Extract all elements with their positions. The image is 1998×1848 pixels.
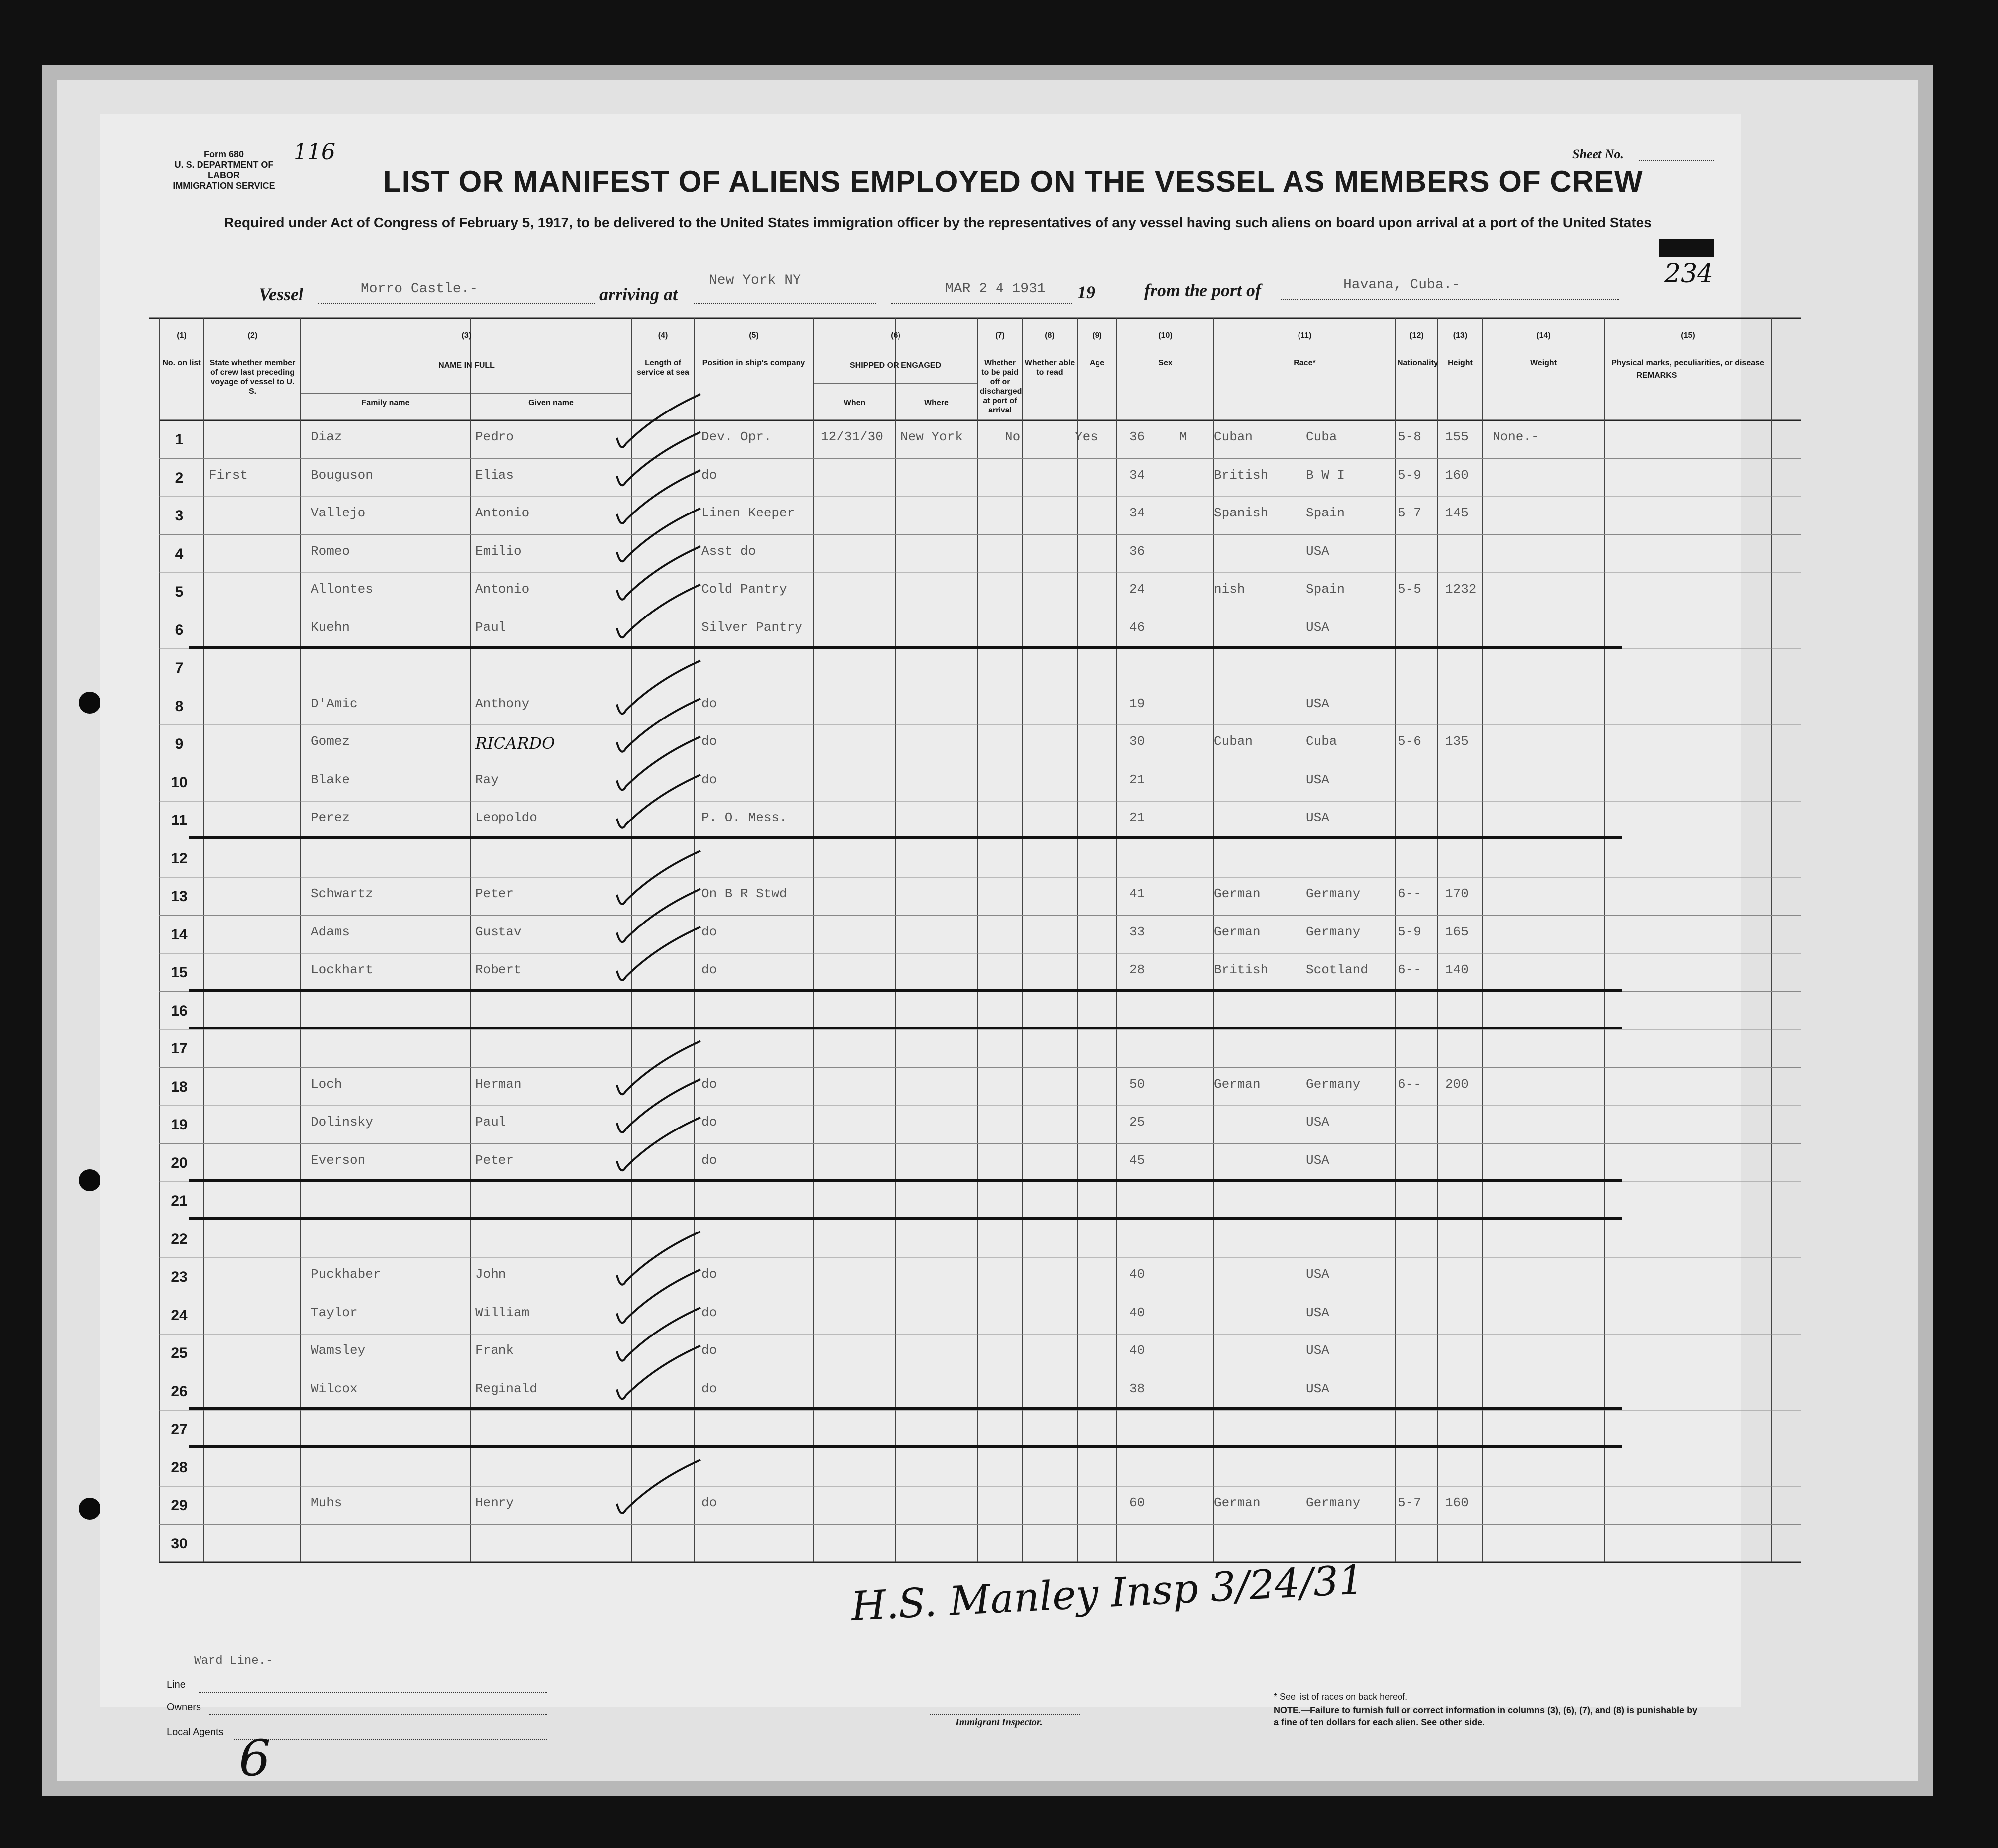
struck-row-line: [189, 1445, 1622, 1448]
punch-hole: [79, 1498, 100, 1520]
cell-given: Leopoldo: [475, 810, 537, 825]
cell-nat: USA: [1306, 619, 1329, 635]
cell-nat: Spain: [1306, 506, 1345, 520]
cell-age: 40: [1129, 1343, 1145, 1358]
cell-age: 41: [1129, 886, 1145, 901]
cell-age: 40: [1129, 1267, 1145, 1282]
cell-position: On B R Stwd: [701, 886, 787, 901]
cell-weight: 135: [1445, 734, 1469, 749]
cell-weight: 160: [1445, 467, 1469, 483]
cell-nat: USA: [1306, 1343, 1329, 1358]
row-number: 3: [175, 508, 184, 524]
column-header-label: Physical marks, peculiarities, or disease: [1611, 359, 1764, 367]
cell-nat: Cuba: [1306, 734, 1337, 749]
cell-race: Spanish: [1214, 506, 1269, 520]
cell-age: 34: [1129, 506, 1145, 520]
cell-given: Pedro: [475, 429, 514, 444]
cell-family: Muhs: [311, 1495, 342, 1510]
column-number: (1): [177, 331, 187, 340]
struck-row-line: [189, 1027, 1622, 1029]
inspector-signature: H.S. Manley Insp 3/24/31: [850, 1556, 1365, 1630]
row-number: 17: [171, 1040, 188, 1057]
cell-position: do: [701, 696, 717, 711]
cell-family: Schwartz: [311, 886, 373, 901]
cell-position: do: [701, 1343, 717, 1358]
cell-weight: 1232: [1445, 582, 1477, 597]
cell-nat: USA: [1306, 696, 1329, 711]
cell-given: Herman: [475, 1076, 522, 1092]
column-subheader: When: [843, 399, 866, 407]
cell-nat: Cuba: [1306, 429, 1337, 444]
column-number: (15): [1681, 331, 1695, 340]
line-typed: Ward Line.-: [194, 1654, 273, 1668]
row-number: 13: [171, 888, 188, 905]
cell-family: Everson: [311, 1152, 366, 1168]
cell-given: Paul: [475, 1115, 506, 1129]
cell-position: do: [701, 1115, 717, 1129]
cell-family: Puckhaber: [311, 1267, 381, 1282]
struck-row-line: [189, 1179, 1622, 1182]
cell-family: Vallejo: [311, 506, 366, 520]
cell-height: 5-9: [1398, 924, 1421, 939]
struck-row-line: [189, 1407, 1622, 1410]
cell-age: 21: [1129, 810, 1145, 825]
cell-given: Reginald: [475, 1381, 537, 1396]
cell-nat: Germany: [1306, 1495, 1361, 1510]
cell-family: Wilcox: [311, 1381, 358, 1396]
cell-given: Robert: [475, 962, 522, 977]
column-header-label: Nationality: [1398, 359, 1438, 367]
column-header-label: Sex: [1158, 359, 1173, 367]
row-number: 11: [171, 812, 187, 828]
form-identifier: Form 680 U. S. DEPARTMENT OF LABOR IMMIGRATION SERVICE: [173, 149, 275, 191]
handwritten-number: 116: [294, 139, 335, 165]
column-header-label: Height: [1448, 359, 1473, 367]
cell-race: German: [1214, 924, 1261, 939]
from-port-label: from the port of: [1144, 280, 1262, 300]
cell-position: Cold Pantry: [701, 582, 787, 597]
row-number: 9: [175, 736, 184, 752]
footnote-fine: NOTE.—Failure to furnish full or correct information in columns (3), (6), (7), and (8) is punishable by a fine of ten dollars for each alien. See other side.: [1274, 1705, 1698, 1727]
cell-weight: 140: [1445, 962, 1469, 977]
column-number: (4): [658, 331, 668, 340]
row-number: 5: [175, 584, 184, 600]
cell-nat: USA: [1306, 1115, 1329, 1129]
cell-height: 6--: [1398, 886, 1421, 901]
cell-weight: 165: [1445, 924, 1469, 939]
column-header-label: Whether able to read: [1024, 359, 1075, 377]
cell-position: do: [701, 1495, 717, 1510]
struck-row-line: [189, 1217, 1622, 1220]
vessel-value: Morro Castle.-: [361, 281, 478, 297]
cell-age: 30: [1129, 734, 1145, 749]
cell-height: 5-8: [1398, 429, 1421, 444]
row-number: 2: [175, 469, 184, 486]
cell-race: German: [1214, 886, 1261, 901]
cell-position: do: [701, 1381, 717, 1396]
cell-height: 5-9: [1398, 467, 1421, 483]
cell-given: Antonio: [475, 582, 530, 597]
cell-given: Antonio: [475, 506, 530, 520]
column-number: (8): [1045, 331, 1055, 340]
row-number: 30: [171, 1535, 188, 1552]
cell-when: 12/31/30: [821, 429, 883, 444]
arriving-value: New York NY: [709, 273, 801, 288]
cell-age: 46: [1129, 619, 1145, 635]
cell-race: British: [1214, 467, 1269, 483]
cell-where: New York: [900, 429, 963, 444]
cell-age: 33: [1129, 924, 1145, 939]
column-header-label: Whether to be paid off or discharged at port of arrival: [980, 359, 1022, 414]
cell-family: Bouguson: [311, 467, 373, 483]
cell-nat: B W I: [1306, 467, 1345, 483]
sheet-number: 234: [1664, 259, 1714, 289]
column-number: (7): [995, 331, 1005, 340]
cell-weight: 160: [1445, 1495, 1469, 1510]
column-number: (10): [1158, 331, 1173, 340]
cell-position: Silver Pantry: [701, 619, 802, 635]
cell-nat: USA: [1306, 772, 1329, 787]
cell-age: 38: [1129, 1381, 1145, 1396]
row-number: 20: [171, 1154, 188, 1171]
manifest-table-grid: [149, 308, 1801, 1652]
punch-hole: [79, 692, 100, 714]
row-number: 7: [175, 660, 184, 676]
cell-position: Dev. Opr.: [701, 429, 772, 444]
owners-label: Owners: [167, 1702, 201, 1713]
subtitle: Required under Act of Congress of February 5, 1917, to be delivered to the United States immigration officer by the representatives of any vessel having such aliens on board upon arrival at a port of the United States: [224, 215, 1652, 230]
cell-age: 45: [1129, 1152, 1145, 1168]
row-number: 10: [171, 774, 188, 791]
cell-nat: USA: [1306, 1381, 1329, 1396]
vessel-label: Vessel: [259, 284, 303, 304]
cell-given: Ray: [475, 772, 499, 787]
column-number: (3): [461, 331, 472, 340]
row-number: 24: [171, 1307, 188, 1324]
line-label: Line: [167, 1679, 186, 1690]
punch-hole: [79, 1169, 100, 1191]
row-number: 25: [171, 1345, 188, 1361]
cell-nat: Germany: [1306, 886, 1361, 901]
cell-height: 6--: [1398, 962, 1421, 977]
column-number: (6): [891, 331, 900, 340]
cell-position: do: [701, 734, 717, 749]
cell-family: Romeo: [311, 543, 350, 559]
cell-age: 28: [1129, 962, 1145, 977]
row-number: 12: [171, 850, 188, 867]
cell-given: John: [475, 1267, 506, 1282]
cell-age: 36: [1129, 429, 1145, 444]
row-number: 23: [171, 1269, 188, 1285]
local-agents-label: Local Agents: [167, 1727, 224, 1738]
column-number: (12): [1409, 331, 1424, 340]
cell-race: British: [1214, 962, 1269, 977]
cell-position: P. O. Mess.: [701, 810, 787, 825]
column-header-label: Age: [1089, 359, 1105, 367]
cell-age: 21: [1129, 772, 1145, 787]
cell-given: Gustav: [475, 924, 522, 939]
cell-height: 5-7: [1398, 1495, 1421, 1510]
cell-given: Emilio: [475, 543, 522, 559]
column-header-label: State whether member of crew last preceding voyage of vessel to U. S.: [209, 359, 296, 396]
struck-row-line: [189, 836, 1622, 839]
cell-weight: 145: [1445, 506, 1469, 520]
redaction-mark: [1659, 239, 1714, 257]
cell-age: 36: [1129, 543, 1145, 559]
cell-family: Adams: [311, 924, 350, 939]
cell-position: do: [701, 1305, 717, 1320]
cell-age: 24: [1129, 582, 1145, 597]
column-header-label: Weight: [1530, 359, 1557, 367]
sheet-label: Sheet No.: [1572, 147, 1624, 161]
column-subheader: Family name: [361, 399, 410, 407]
cell-nat: Scotland: [1306, 962, 1368, 977]
row-number: 4: [175, 545, 184, 562]
cell-race: German: [1214, 1076, 1261, 1092]
row-number: 26: [171, 1383, 188, 1400]
cell-nat: USA: [1306, 810, 1329, 825]
arriving-label: arriving at: [599, 284, 678, 304]
column-header-label: No. on list: [162, 359, 201, 367]
cell-race: German: [1214, 1495, 1261, 1510]
cell-family: Lockhart: [311, 962, 373, 977]
cell-nat: USA: [1306, 1305, 1329, 1320]
cell-position: do: [701, 467, 717, 483]
cell-given: RICARDO: [475, 734, 555, 753]
cell-given: Peter: [475, 886, 514, 901]
cell-race: nish: [1214, 582, 1245, 597]
cell-age: 19: [1129, 696, 1145, 711]
cell-nat: Spain: [1306, 582, 1345, 597]
cell-given: Anthony: [475, 696, 530, 711]
cell-age: 34: [1129, 467, 1145, 483]
cell-given: Paul: [475, 619, 506, 635]
cell-family: D'Amic: [311, 696, 358, 711]
row-number: 29: [171, 1497, 188, 1514]
column-header-label: Length of service at sea: [637, 359, 689, 377]
row-number: 28: [171, 1459, 188, 1476]
column-header-label: Race*: [1294, 359, 1316, 367]
row-number: 15: [171, 964, 188, 981]
cell-nat: USA: [1306, 543, 1329, 559]
cell-family: Gomez: [311, 734, 350, 749]
cell-weight: 170: [1445, 886, 1469, 901]
cell-nat: Germany: [1306, 1076, 1361, 1092]
cell-family: Kuehn: [311, 619, 350, 635]
cell-given: Peter: [475, 1152, 514, 1168]
footnote-races: * See list of races on back hereof.: [1274, 1692, 1408, 1702]
cell-family: Blake: [311, 772, 350, 787]
cell-position: do: [701, 962, 717, 977]
cell-age: 50: [1129, 1076, 1145, 1092]
row-number: 8: [175, 698, 184, 715]
cell-position: do: [701, 1076, 717, 1092]
struck-row-line: [189, 989, 1622, 992]
cell-prev: First: [209, 467, 248, 483]
cell-nat: Germany: [1306, 924, 1361, 939]
cell-given: Elias: [475, 467, 514, 483]
cell-position: do: [701, 772, 717, 787]
cell-given: William: [475, 1305, 530, 1320]
cell-marks: None.-: [1493, 429, 1539, 444]
row-number: 6: [175, 621, 184, 638]
cell-paid: No: [1005, 429, 1021, 444]
row-number: 21: [171, 1193, 188, 1209]
year-label: 19: [1077, 282, 1095, 302]
cell-height: 5-6: [1398, 734, 1421, 749]
cell-family: Allontes: [311, 582, 373, 597]
cell-race: Cuban: [1214, 734, 1253, 749]
cell-height: 6--: [1398, 1076, 1421, 1092]
cell-position: do: [701, 1267, 717, 1282]
column-number: (2): [247, 331, 258, 340]
cell-height: 5-7: [1398, 506, 1421, 520]
cell-weight: 200: [1445, 1076, 1469, 1092]
struck-row-line: [189, 646, 1622, 649]
cell-position: do: [701, 924, 717, 939]
row-number: 19: [171, 1117, 188, 1133]
cell-family: Wamsley: [311, 1343, 366, 1358]
column-number: (14): [1536, 331, 1551, 340]
cell-read: Yes: [1075, 429, 1098, 444]
cell-family: Taylor: [311, 1305, 358, 1320]
from-port-value: Havana, Cuba.-: [1343, 277, 1461, 293]
column-header-label: Position in ship's company: [702, 359, 805, 367]
inspector-label: Immigrant Inspector.: [955, 1717, 1043, 1728]
cell-sex: M: [1179, 429, 1187, 444]
row-number: 14: [171, 926, 188, 943]
row-number: 18: [171, 1078, 188, 1095]
cell-given: Frank: [475, 1343, 514, 1358]
cell-family: Diaz: [311, 429, 342, 444]
column-subheader: Where: [924, 399, 949, 407]
column-number: (11): [1298, 331, 1312, 340]
row-number: 22: [171, 1231, 188, 1247]
cell-family: Dolinsky: [311, 1115, 373, 1129]
cell-nat: USA: [1306, 1267, 1329, 1282]
row-number: 1: [175, 431, 184, 448]
column-header-label: SHIPPED OR ENGAGED: [849, 361, 942, 370]
cell-race: Cuban: [1214, 429, 1253, 444]
cell-family: Perez: [311, 810, 350, 825]
cell-height: 5-5: [1398, 582, 1421, 597]
cell-age: 25: [1129, 1115, 1145, 1129]
cell-age: 60: [1129, 1495, 1145, 1510]
arrival-date: MAR 2 4 1931: [945, 281, 1046, 297]
cell-position: do: [701, 1152, 717, 1168]
column-header-label: REMARKS: [1636, 371, 1677, 380]
cell-position: Linen Keeper: [701, 506, 795, 520]
column-number: (5): [749, 331, 759, 340]
page-title: LIST OR MANIFEST OF ALIENS EMPLOYED ON THE VESSEL AS MEMBERS OF CREW: [383, 165, 1643, 198]
cell-position: Asst do: [701, 543, 756, 559]
column-subheader: Given name: [528, 399, 574, 407]
row-number: 16: [171, 1002, 188, 1019]
cell-given: Henry: [475, 1495, 514, 1510]
cell-family: Loch: [311, 1076, 342, 1092]
column-header-label: NAME IN FULL: [438, 361, 495, 370]
cell-age: 40: [1129, 1305, 1145, 1320]
row-number: 27: [171, 1421, 188, 1437]
cell-nat: USA: [1306, 1152, 1329, 1168]
column-number: (13): [1453, 331, 1468, 340]
local-agents-hand: 6: [239, 1729, 271, 1787]
column-number: (9): [1092, 331, 1102, 340]
cell-weight: 155: [1445, 429, 1469, 444]
